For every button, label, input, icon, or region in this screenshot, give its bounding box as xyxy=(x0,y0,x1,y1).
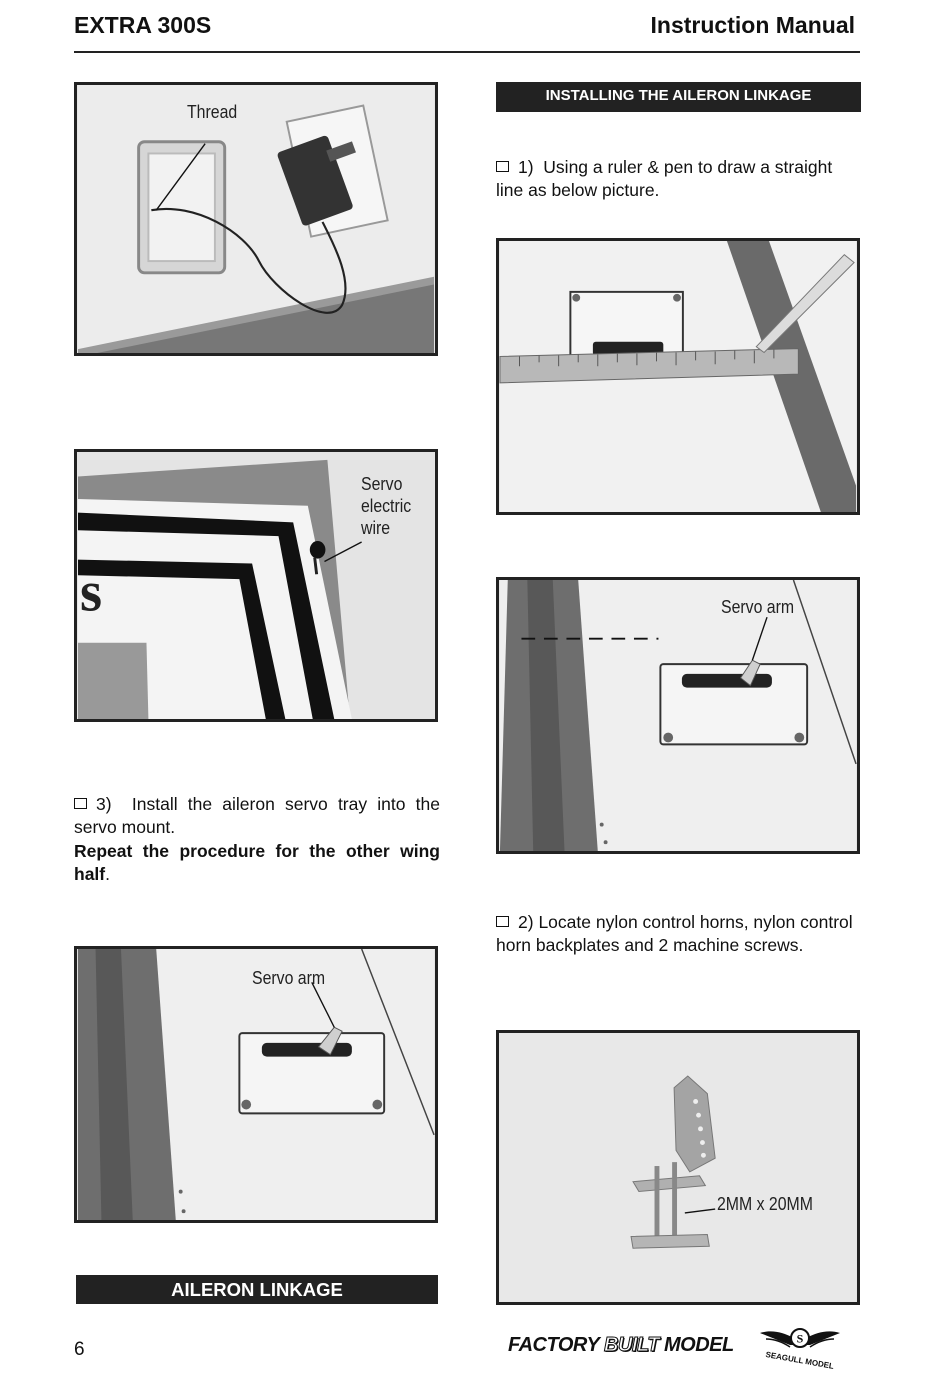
photo-servo-arm-left-graphic xyxy=(77,949,435,1220)
servo-wire-label xyxy=(361,473,411,539)
photo-control-horn xyxy=(496,1030,860,1305)
step-3 xyxy=(74,793,440,839)
header-doc-title: Instruction Manual xyxy=(650,12,855,38)
page-number: 6 xyxy=(74,1339,85,1360)
brand-factory-built-model xyxy=(508,1334,734,1357)
header-rule xyxy=(74,51,860,53)
svg-text:s: s xyxy=(79,560,103,624)
servo-wire-label-line-1: Servo xyxy=(361,474,403,494)
step-2-text: Locate nylon control horns, nylon control horn backplates and 2 machine screws. xyxy=(496,912,853,955)
seagull-logo-graphic xyxy=(758,1323,842,1369)
seagull-logo xyxy=(758,1323,842,1369)
photo-servo-arm-right-graphic xyxy=(499,580,857,851)
seagull-logo-text: SEAGULL MODEL xyxy=(764,1350,835,1369)
screw-size-label: 2MM x 20MM xyxy=(717,1194,813,1214)
step-3-repeat-end: . xyxy=(105,864,110,884)
photo-ruler xyxy=(496,238,860,515)
step-3-text: Install the aileron servo tray into the servo mount. xyxy=(74,794,440,837)
photo-control-horn-graphic xyxy=(499,1033,857,1302)
servo-wire-label-line-2: electric xyxy=(361,496,412,516)
section-aileron-linkage: AILERON LINKAGE xyxy=(76,1275,438,1304)
seagull-logo-letter: S xyxy=(796,1331,804,1346)
photo-servo-thread-graphic xyxy=(77,85,435,353)
step-1-text: Using a ruler & pen to draw a straight line as below picture. xyxy=(496,157,833,200)
step-2-checkbox[interactable] xyxy=(496,916,509,927)
step-2 xyxy=(496,911,862,957)
photo-ruler-graphic xyxy=(499,241,857,512)
servo-wire-label-line-3: wire xyxy=(361,518,391,538)
brand-word-model: MODEL xyxy=(664,1334,734,1356)
servo-arm-right-label: Servo arm xyxy=(721,597,795,617)
step-3-number: 3) xyxy=(96,794,112,814)
photo-servo-arm-right xyxy=(496,577,860,854)
servo-arm-left-label: Servo arm xyxy=(252,968,326,988)
brand-word-factory: FACTORY xyxy=(508,1334,599,1356)
step-1-number: 1) xyxy=(518,157,534,177)
photo-servo-arm-left xyxy=(74,946,438,1223)
step-2-number: 2) xyxy=(518,912,534,932)
photo-servo-thread xyxy=(74,82,438,356)
section-installing-aileron-linkage: INSTALLING THE AILERON LINKAGE xyxy=(496,82,861,112)
header-model-name: EXTRA 300S xyxy=(74,12,212,38)
brand-word-built: BUILT xyxy=(604,1334,659,1356)
thread-label: Thread xyxy=(187,102,238,122)
step-3-repeat-bold: Repeat the procedure for the other wing half xyxy=(74,841,440,884)
photo-servo-wire xyxy=(74,449,438,722)
step-1-checkbox[interactable] xyxy=(496,161,509,172)
step-1 xyxy=(496,156,862,202)
step-3-repeat xyxy=(74,840,440,886)
step-3-checkbox[interactable] xyxy=(74,798,87,809)
